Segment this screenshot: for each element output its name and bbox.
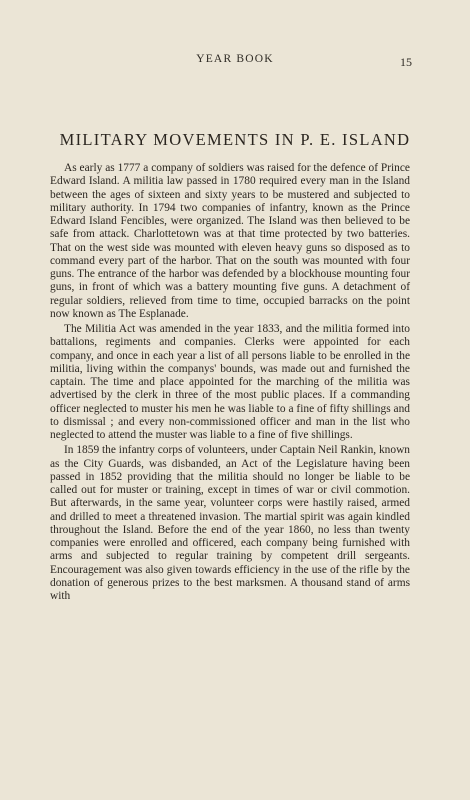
paragraph: The Militia Act was amended in the year 1833, and the militia formed into battalions, regiments and companies. Clerks were appointed for each company, and once in each year a list of all persons liable to be enrolled in the militia, living within the companys' bounds, was made out and furnished the captain. The time and place appointed for the marching of the militia was advertised by the clerk in three of the most public places. If a commanding officer neglected to muster his men he was liable to a fine of fifty shillings and to dismissal ; and every non-commissioned officer and man in the list who neglected to attend the muster was liable to a fine of five shillings. [50, 323, 410, 441]
running-header [0, 53, 470, 69]
body-text [50, 162, 410, 605]
page-number: 15 [400, 55, 412, 69]
running-title: YEAR BOOK [196, 53, 274, 65]
paragraph: In 1859 the infantry corps of volunteers, under Captain Neil Rankin, known as the City Guards, was disbanded, an Act of the Legislature having been passed in 1852 providing that the militia should no longer be liable to be called out for muster or training, except in times of war or civil commotion. But afterwards, in the same year, volunteer corps were hastily raised, armed and drilled to meet a threatened invasion. The martial spirit was again kindled throughout the Island. Before the end of the year 1860, no less than twenty companies were enrolled and officered, each company being furnished with arms and subjected to regular training by competent drill sergeants. Encouragement was also given towards efficiency in the use of the rifle by the donation of generous prizes to the best marksmen. A thousand stand of arms with [50, 444, 410, 602]
chapter-title: MILITARY MOVEMENTS IN P. E. ISLAND [59, 130, 411, 149]
paragraph: As early as 1777 a company of soldiers was raised for the defence of Prince Edward Island. A militia law passed in 1780 required every man in the Island between the ages of sixteen and sixty years to be mustered and subjected to military authority. In 1794 two companies of infantry, known as the Prince Edward Island Fencibles, were organized. The Island was then believed to be safe from attack. Charlottetown was at that time protected by two batteries. That on the west side was mounted with eleven heavy guns so disposed as to command every part of the harbor. That on the south was mounted with four guns. The entrance of the harbor was defended by a blockhouse mounting four guns, in front of which was a battery mounting five guns. A detachment of regular soldiers, relieved from time to time, occupied barracks on the point now known as The Esplanade. [50, 162, 410, 320]
